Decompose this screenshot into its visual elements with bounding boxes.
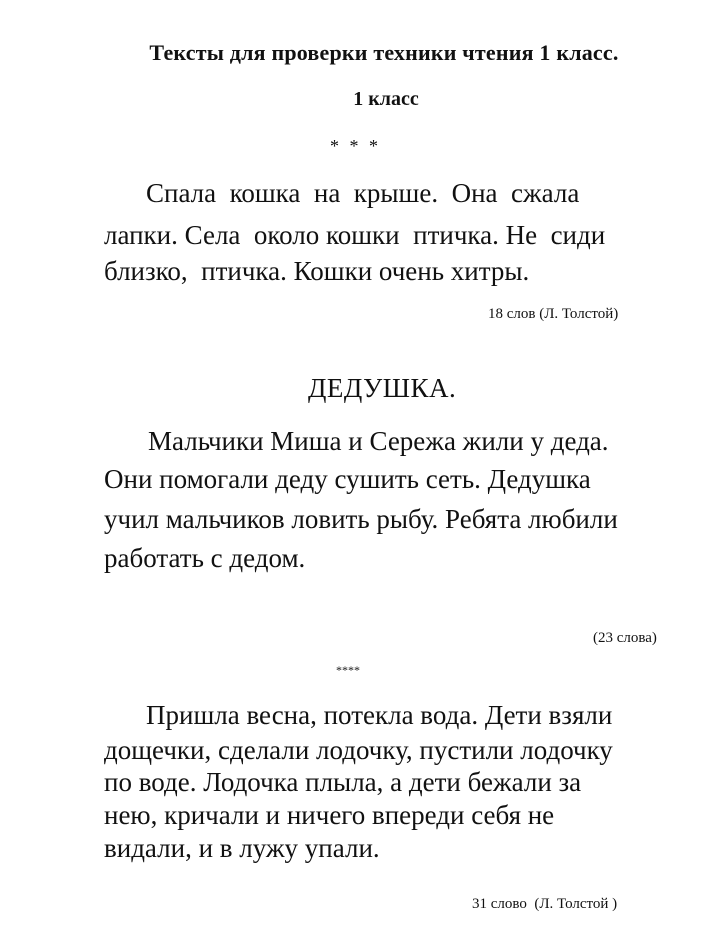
text2-word-count: (23 слова) <box>593 630 657 646</box>
text1-word-count: 18 слов (Л. Толстой) <box>488 306 619 322</box>
text2-line: Они помогали деду сушить сеть. Дедушка <box>104 464 591 494</box>
text2-line: Мальчики Миша и Сережа жили у деда. <box>148 426 609 456</box>
text3-line: дощечки, сделали лодочку, пустили лодочку <box>104 735 613 765</box>
text1-line: близко, птичка. Кошки очень хитры. <box>104 256 530 286</box>
document-title: Тексты для проверки техники чтения 1 класс. <box>149 40 619 65</box>
text3-line: Пришла весна, потекла вода. Дети взяли <box>146 700 613 730</box>
separator-stars: * * * <box>330 136 381 156</box>
separator-stars: **** <box>336 663 360 677</box>
text3-word-count: 31 слово (Л. Толстой ) <box>472 896 618 912</box>
text3-line: нею, кричали и ничего впереди себя не <box>104 800 555 830</box>
text3-line: по воде. Лодочка плыла, а дети бежали за <box>104 767 582 797</box>
text2-line: работать с дедом. <box>104 543 306 573</box>
text1-line: Спала кошка на крыше. Она сжала <box>146 178 580 208</box>
text2-line: учил мальчиков ловить рыбу. Ребята любили <box>104 504 618 534</box>
section-title-dedushka: ДЕДУШКА. <box>308 373 457 403</box>
text3-line: видали, и в лужу упали. <box>104 833 380 863</box>
text1-line: лапки. Села около кошки птичка. Не сиди <box>104 220 606 250</box>
document-subtitle: 1 класс <box>353 88 419 110</box>
